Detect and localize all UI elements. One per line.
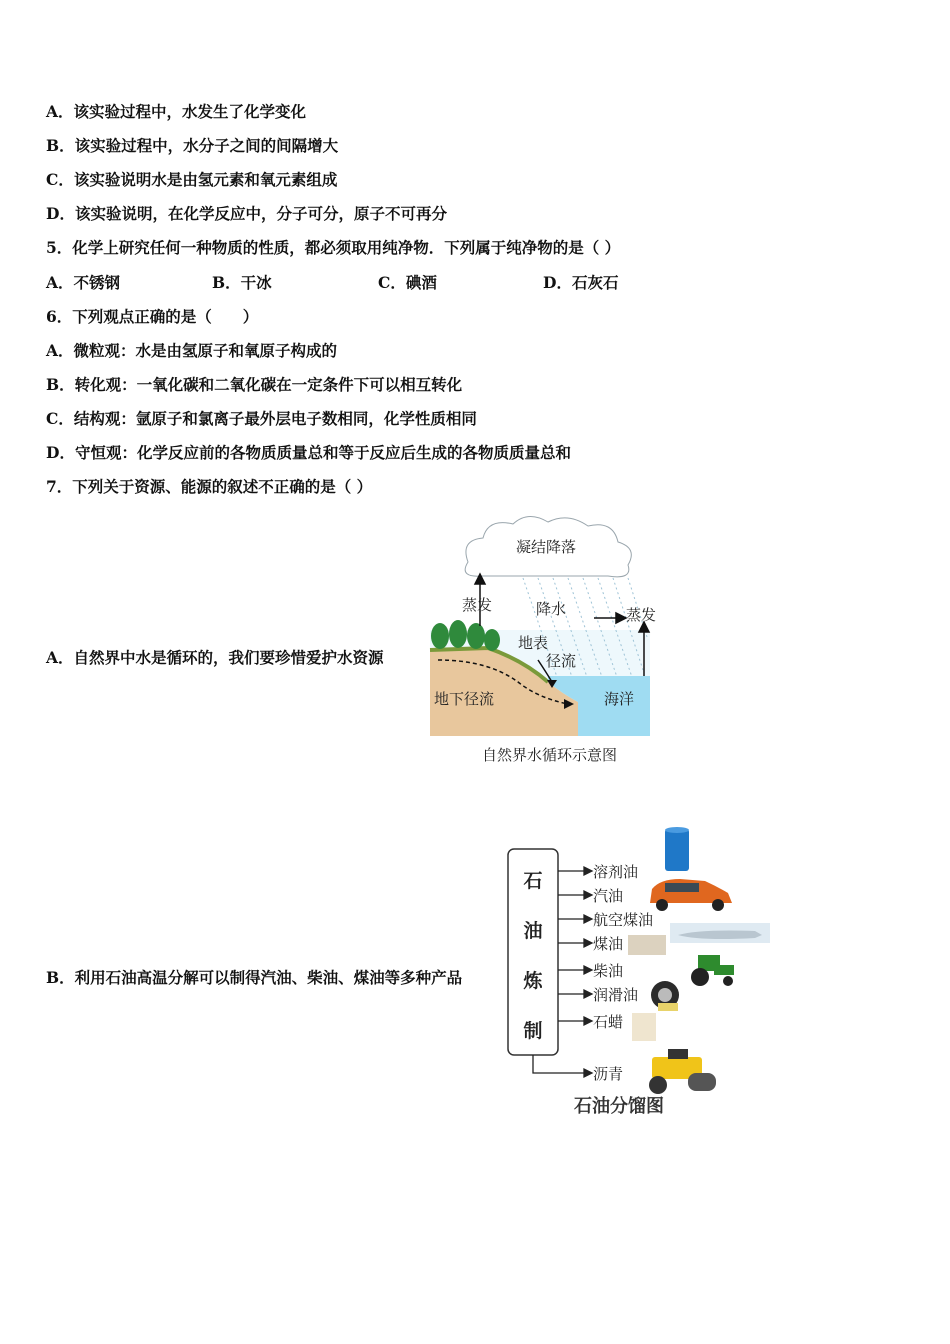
surface-runoff-label-1: 地表: [518, 634, 549, 652]
box-char-3: 炼: [523, 970, 543, 992]
box-char-4: 制: [523, 1020, 543, 1042]
q5-option-b: B．干冰: [212, 273, 272, 292]
paraffin-image: [632, 1013, 656, 1041]
rain-label: 降水: [536, 600, 567, 618]
rain-arrow: [594, 613, 626, 623]
q6-option-c: C．结构观：氩原子和氯离子最外层电子数相同，化学性质相同: [46, 409, 477, 428]
q5-stem: 5．化学上研究任何一种物质的性质，都必须取用纯净物．下列属于纯净物的是（ ）: [46, 238, 621, 257]
water-cycle-diagram: [428, 510, 668, 770]
product-jet-fuel: 航空煤油: [593, 911, 654, 929]
product-lubricant: 润滑油: [593, 986, 639, 1004]
q5-option-c: C．碘酒: [378, 273, 437, 292]
cloud-label: 凝结降落: [516, 538, 577, 556]
box-char-1: 石: [523, 870, 543, 892]
q4-option-a: A．该实验过程中，水发生了化学变化: [46, 102, 307, 121]
product-solvent-oil: 溶剂油: [593, 863, 639, 881]
q7-stem: 7．下列关于资源、能源的叙述不正确的是（ ）: [46, 477, 373, 496]
q7-option-a: A．自然界中水是循环的，我们要珍惜爱护水资源: [46, 648, 384, 667]
tire-icon: [651, 981, 679, 1011]
underground-runoff-label: 地下径流: [434, 690, 495, 708]
product-asphalt: 沥青: [593, 1065, 624, 1083]
oil-refining-diagram: [500, 825, 780, 1120]
product-paraffin: 石蜡: [593, 1013, 624, 1031]
q5-option-d: D．石灰石: [543, 273, 619, 292]
q6-stem: 6．下列观点正确的是（ ）: [46, 307, 259, 326]
airplane-icon: [670, 923, 770, 943]
evaporation-left-label: 蒸发: [462, 596, 493, 614]
tractor-icon: [691, 955, 734, 986]
q6-option-a: A．微粒观：水是由氢原子和氧原子构成的: [46, 341, 338, 360]
kerosene-image: [628, 935, 666, 955]
evaporation-right-label: 蒸发: [626, 606, 657, 624]
product-diesel: 柴油: [593, 962, 624, 980]
product-gasoline: 汽油: [593, 887, 624, 905]
car-icon: [650, 879, 732, 911]
surface-runoff-label-2: 径流: [546, 652, 577, 670]
road-roller-icon: [649, 1049, 716, 1094]
q6-option-b: B．转化观：一氧化碳和二氧化碳在一定条件下可以相互转化: [46, 375, 463, 394]
q6-option-d: D．守恒观：化学反应前的各物质质量总和等于反应后生成的各物质质量总和: [46, 443, 571, 462]
q4-option-b: B．该实验过程中，水分子之间的间隔增大: [46, 136, 339, 155]
q4-option-d: D．该实验说明，在化学反应中，分子可分，原子不可再分: [46, 204, 447, 223]
oil-refining-caption: 石油分馏图: [574, 1096, 664, 1117]
box-char-2: 油: [523, 920, 543, 942]
q7-option-b: B．利用石油高温分解可以制得汽油、柴油、煤油等多种产品: [46, 968, 463, 987]
water-cycle-caption: 自然界水循环示意图: [482, 746, 618, 764]
q4-option-c: C．该实验说明水是由氢元素和氧元素组成: [46, 170, 338, 189]
barrel-icon: [665, 827, 689, 871]
ocean-label: 海洋: [604, 690, 635, 708]
product-kerosene: 煤油: [593, 935, 624, 953]
q5-option-a: A．不锈钢: [46, 273, 121, 292]
